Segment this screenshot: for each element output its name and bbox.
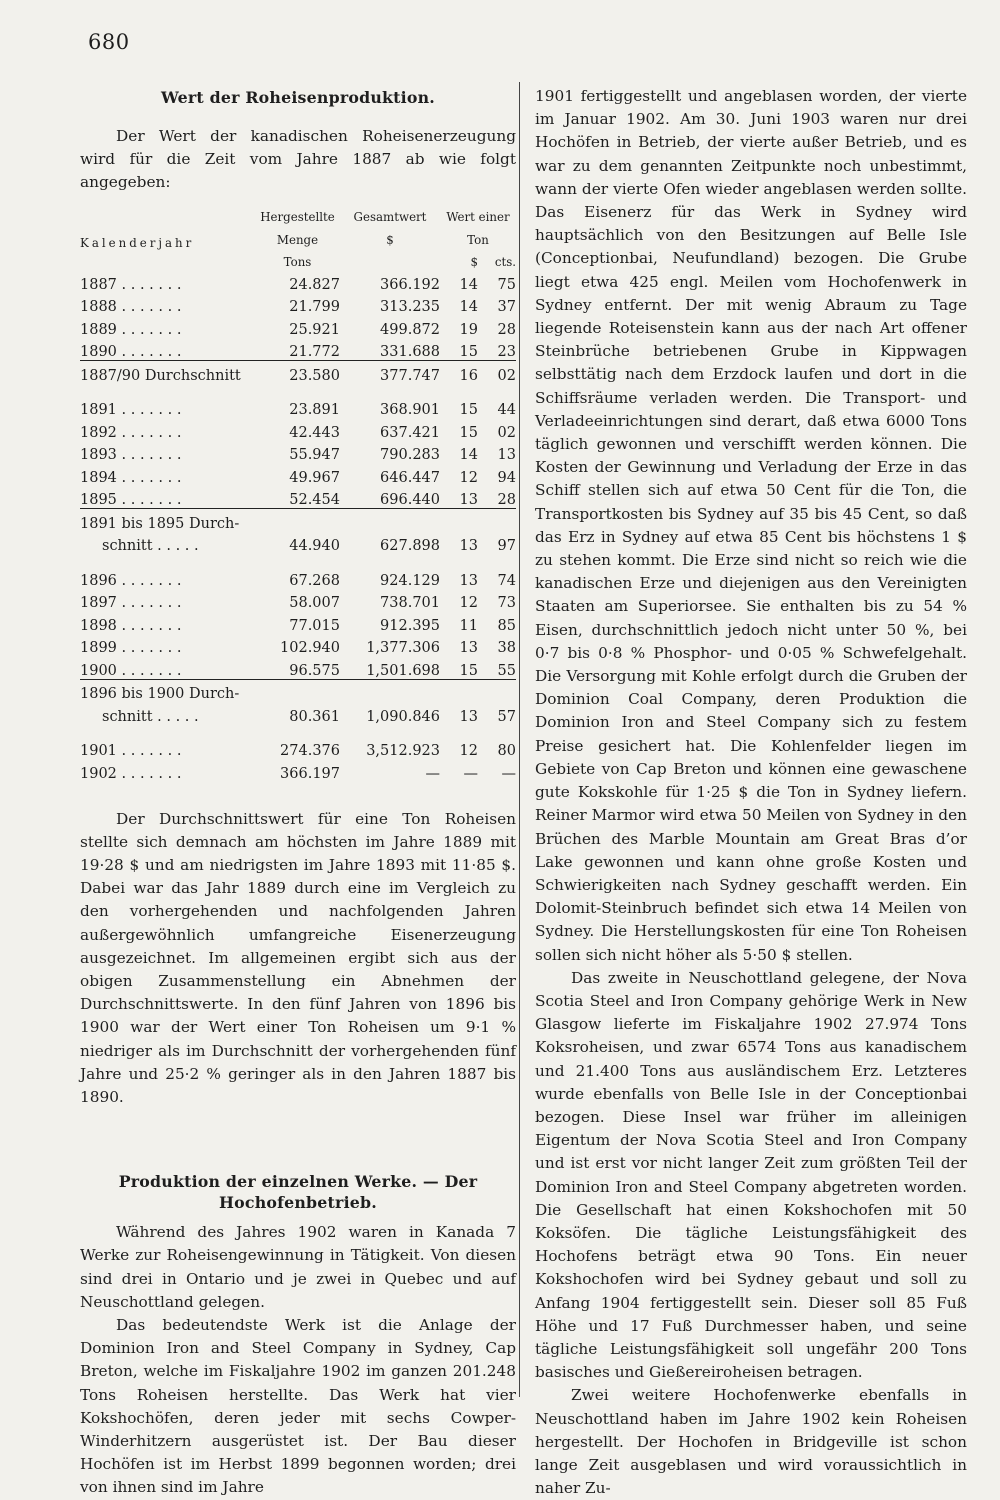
table-cell: 28 [497, 492, 516, 509]
header-wert-2: Ton [467, 232, 489, 247]
table-cell: 15 [459, 402, 478, 419]
table-cell: 1894 . . . . . . . [80, 469, 182, 486]
table-cell: 1896 . . . . . . . [80, 572, 182, 589]
table-row [80, 589, 516, 612]
table-cell: 25.921 [289, 321, 340, 338]
table-cell: 924.129 [380, 572, 440, 589]
table-cell: 96.575 [289, 662, 340, 679]
table-row [80, 270, 516, 293]
table-cell: 12 [459, 743, 478, 760]
table-cell: 368.901 [380, 402, 440, 419]
table-cell: 80.361 [289, 708, 340, 725]
table-cell: 912.395 [380, 617, 440, 634]
table-cell: 13 [459, 572, 478, 589]
table-cell: 52.454 [289, 492, 340, 509]
table-cell: 77.015 [289, 617, 340, 634]
table-cell: 1892 . . . . . . . [80, 424, 182, 441]
table-cell: 13 [459, 492, 478, 509]
header-menge-3: Tons [283, 255, 312, 270]
table-cell: 58.007 [289, 595, 340, 612]
table-cell: 274.376 [280, 743, 340, 760]
table-cell: 21.799 [289, 299, 340, 316]
table-row-average [80, 361, 516, 384]
table-cell: 1900 . . . . . . . [80, 662, 182, 679]
table-cell: 14 [459, 299, 478, 316]
table-cell: 57 [497, 708, 516, 725]
table-cell: 55 [497, 662, 516, 679]
table-row [80, 656, 516, 679]
table-cell: 74 [497, 572, 516, 589]
table-cell: 12 [459, 595, 478, 612]
header-gesamtwert-2: $ [386, 232, 394, 247]
paragraph-sydney: 1901 fertiggestellt und angeblasen worden, der vierte im Januar 1902. Am 30. Juni 1903 waren nur drei Hochöfen in Betrieb, der vierte außer Betrieb, und es war zu dem genannten Zeitpunkte noch unbestimmt, wann der vierte Ofen wieder angeblasen werden sollte. Das Eisenerz für das Werk in Sydney wird hauptsächlich von den Besitzungen auf Belle Isle (Conceptionbai, Neufundland) bezogen. Die Grube liegt etwa 425 engl. Meilen vom Hochofenwerk in Sydney entfernt. Der mit wenig Abraum zu Tage liegende Roteisenstein kann aus der nach Art offener Steinbrüche betriebenen Grube in Kippwagen selbsttätig nach dem Erzdock laufen und dort in die Schiffsräume verladen werden. Die Transport- und Verladeeinrichtungen sind derart, daß etwa 6000 Tons täglich gewonnen und verschifft werden können. Die Kosten der Gewinnung und Verladung der Erze in das Schiff stellen sich auf etwa 50 Cent für die Ton, die Transportkosten bis Sydney auf 35 bis 45 Cent, so daß das Erz in Sydney auf etwa 85 Cent bis höchstens 1 $ zu stehen kommt. Die Erze sind nicht so reich wie die kanadischen Erze und diejenigen aus den Vereinigten Staaten am Superiorsee. Sie enthalten bis zu 54 % Eisen, durchschnittlich jedoch nicht unter 50 %, bei 0·7 bis 0·8 % Phosphor- und 0·05 % Schwefelgehalt. Die Versorgung mit Kohle erfolgt durch die Gruben der Dominion Coal Company, deren Produktion die Dominion Iron and Steel Company sich zu festem Preise gesichert hat. Die Kohlenfelder liegen im Gebiete von Cap Breton und können eine gewaschene gute Kokskohle für 1·25 $ die Ton in Sydney liefern. Reiner Marmor wird etwa 50 Meilen von Sydney in den Brüchen des Marble Mountain am Great Bras d’or Lake gewonnen und kann ohne große Kosten und Schwierigkeiten nach Sydney geschafft werden. Ein Dolomit-Steinbruch befindet sich etwa 14 Meilen von Sydney. Die Herstellungskosten für eine Ton Roheisen sollen sich nicht höher als 5·50 $ stellen. [535, 87, 967, 964]
section-title-works: Produktion der einzelnen Werke. — Der Hochofenbetrieb. [118, 1172, 478, 1213]
table-cell: 1891 . . . . . . . [80, 402, 182, 419]
table-cell: 14 [459, 276, 478, 293]
table-cell: 331.688 [380, 344, 440, 361]
header-menge-2: Menge [276, 232, 319, 247]
table-cell: 42.443 [289, 424, 340, 441]
table-cell: 37 [497, 299, 516, 316]
table-cell: 1,377.306 [366, 640, 440, 657]
table-cell: 1902 . . . . . . . [80, 765, 182, 782]
table-cell: 16 [440, 361, 478, 384]
table-cell: 313.235 [380, 299, 440, 316]
table-cell: 11 [459, 617, 478, 634]
paragraph-works-1: Während des Jahres 1902 waren in Kanada 7 Werke zur Roheisengewinnung in Tätigkeit. Von diesen sind drei in Ontario und je zwei in Quebec und auf Neuschottland gelegen. [80, 1223, 516, 1311]
table-cell: 85 [497, 617, 516, 634]
table-cell: 21.772 [289, 344, 340, 361]
table-cell: 49.967 [289, 469, 340, 486]
table-row [80, 634, 516, 657]
table-cell: 790.283 [380, 447, 440, 464]
column-divider [519, 82, 520, 1397]
table-cell: — [501, 765, 516, 782]
table-cell: 75 [497, 276, 516, 293]
table-row [80, 441, 516, 464]
table-cell: 499.872 [380, 321, 440, 338]
table-row [80, 418, 516, 441]
header-wert-1: Wert einer [446, 210, 510, 225]
table-cell: 24.827 [289, 276, 340, 293]
intro-paragraph: Der Wert der kanadischen Roheisenerzeugung wird für die Zeit vom Jahre 1887 ab wie folgt angegeben: [80, 127, 516, 192]
table-row [80, 759, 516, 782]
table-cell: 102.940 [280, 640, 340, 657]
table-cell: 1899 . . . . . . . [80, 640, 182, 657]
table-cell: 15 [459, 424, 478, 441]
table-cell: schnitt . . . . . [102, 708, 199, 725]
table-row [80, 611, 516, 634]
left-column [80, 85, 516, 1500]
table-row [80, 315, 516, 338]
table-cell: — [425, 765, 440, 782]
table-cell: 67.268 [289, 572, 340, 589]
table-cell: 44 [497, 402, 516, 419]
table-cell: 1,501.698 [366, 662, 440, 679]
table-cell: 1893 . . . . . . . [80, 447, 182, 464]
table-row [80, 338, 516, 361]
table-cell: 738.701 [380, 595, 440, 612]
table-cell: 696.440 [380, 492, 440, 509]
paragraph-new-glasgow: Das zweite in Neuschottland gelegene, der Nova Scotia Steel and Iron Company gehörige Werk in New Glasgow lieferte im Fiskaljahre 1902 27.974 Tons Koksroheisen, und zwar 6574 Tons aus kanadischem und 21.400 Tons aus ausländischem Erz. Letzteres wurde ebenfalls von Belle Isle in der Conceptionbai bezogen. Diese Insel war früher im alleinigen Eigentum der Nova Scotia Steel and Iron Company und ist erst vor nicht langer Zeit zum größten Teil der Dominion Iron and Steel Company abgetreten worden. Die Gesellschaft hat einen Kokshochofen mit 50 Koksöfen. Die tägliche Leistungsfähigkeit des Hochofens beträgt etwa 90 Tons. Ein neuer Kokshochofen wird bei Sydney gebaut und soll zu Anfang 1904 fertiggestellt sein. Dieser soll 85 Fuß Höhe und 17 Fuß Durchmesser haben, und seine tägliche Leistungsfähigkeit soll ungefähr 200 Tons basisches und Gießereiroheisen betragen. [535, 968, 967, 1382]
page-number: 680 [88, 30, 130, 54]
table-cell: 1896 bis 1900 Durch- [80, 679, 516, 702]
table-cell: 1898 . . . . . . . [80, 617, 182, 634]
table-cell: 1897 . . . . . . . [80, 595, 182, 612]
table-cell: 12 [459, 469, 478, 486]
table-row [80, 486, 516, 509]
value-table [80, 203, 516, 782]
table-cell: 19 [459, 321, 478, 338]
table-cell: 02 [478, 361, 516, 384]
table-cell: 38 [497, 640, 516, 657]
table-cell: 15 [459, 344, 478, 361]
header-kalenderjahr: Kalenderjahr [80, 235, 195, 250]
table-cell: 3,512.923 [366, 743, 440, 760]
table-cell: 366.197 [280, 765, 340, 782]
table-cell: 15 [459, 662, 478, 679]
right-column [535, 85, 967, 1500]
table-cell: 13 [459, 640, 478, 657]
table-cell: 13 [459, 708, 478, 725]
table-cell: 73 [497, 595, 516, 612]
table-cell: 627.898 [380, 538, 440, 555]
table-cell: 1901 . . . . . . . [80, 743, 182, 760]
paragraph-bridgeville: Zwei weitere Hochofenwerke ebenfalls in Neuschottland haben im Jahre 1902 kein Roheisen hergestellt. Der Hochofen in Bridgeville ist schon lange Zeit ausgeblasen und wird voraussichtlich in naher Zu- [535, 1386, 967, 1498]
table-cell: 1895 . . . . . . . [80, 492, 182, 509]
table-header-row [80, 203, 516, 226]
table-cell: 1,090.846 [366, 708, 440, 725]
table-cell: 55.947 [289, 447, 340, 464]
table-cell: 1888 . . . . . . . [80, 299, 182, 316]
table-row-average [80, 532, 516, 555]
table-cell: 14 [459, 447, 478, 464]
table-cell: 02 [497, 424, 516, 441]
header-menge-1: Hergestellte [260, 210, 335, 225]
table-cell: 80 [497, 743, 516, 760]
table-cell: 1890 . . . . . . . [80, 344, 182, 361]
table-cell: 1887/90 Durchschnitt [80, 361, 255, 384]
header-gesamtwert-1: Gesamtwert [353, 210, 427, 225]
table-cell: schnitt . . . . . [102, 538, 199, 555]
table-row [80, 396, 516, 419]
table-row [80, 737, 516, 760]
table-cell: 13 [497, 447, 516, 464]
paragraph-works-2: Das bedeutendste Werk ist die Anlage der Dominion Iron and Steel Company in Sydney, Cap Breton, welche im Fiskaljahre 1902 im ganzen 201.248 Tons Roheisen herstellte. Das Werk hat vier Kokshochöfen, deren jeder mit sechs Cowper-Winderhitzern ausgerüstet ist. Der Bau dieser Hochöfen ist im Herbst 1899 begonnen worden; drei von ihnen sind im Jahre [80, 1316, 516, 1497]
table-cell: 377.747 [340, 361, 440, 384]
table-row-average [80, 509, 516, 532]
table-cell: 97 [497, 538, 516, 555]
table-cell: 1891 bis 1895 Durch- [80, 509, 516, 532]
table-row [80, 463, 516, 486]
table-cell: 637.421 [380, 424, 440, 441]
table-cell: 646.447 [380, 469, 440, 486]
table-cell: — [463, 765, 478, 782]
table-cell: 94 [497, 469, 516, 486]
table-cell: 23.891 [289, 402, 340, 419]
table-cell: 366.192 [380, 276, 440, 293]
table-row [80, 293, 516, 316]
header-wert-cts: cts. [494, 255, 516, 270]
table-cell: 13 [459, 538, 478, 555]
section-title-value: Wert der Roheisenproduktion. [161, 88, 435, 107]
table-cell: 1887 . . . . . . . [80, 276, 182, 293]
table-row-average [80, 702, 516, 725]
table-cell: 23.580 [255, 361, 340, 384]
table-row-average [80, 679, 516, 702]
table-cell: 44.940 [289, 538, 340, 555]
table-cell: 23 [497, 344, 516, 361]
table-cell: 1889 . . . . . . . [80, 321, 182, 338]
paragraph-average-value: Der Durchschnittswert für eine Ton Roheisen stellte sich demnach am höchsten im Jahre 1889 mit 19·28 $ und am niedrigsten im Jahre 1893 mit 11·85 $. Dabei war das Jahr 1889 durch eine im Vergleich zu den vorhergehenden und nachfolgenden Jahren außergewöhnlich umfangreiche Eisenerzeugung ausgezeichnet. Im allgemeinen ergibt sich aus der obigen Zusammenstellung ein Abnehmen der Durchschnittswerte. In den fünf Jahren von 1896 bis 1900 war der Wert einer Ton Roheisen um 9·1 % niedriger als im Durchschnitt der vorhergehenden fünf Jahre und 25·2 % geringer als in den Jahren 1887 bis 1890. [80, 809, 516, 1107]
table-row [80, 566, 516, 589]
table-cell: 28 [497, 321, 516, 338]
header-wert-dollar: $ [470, 255, 478, 270]
